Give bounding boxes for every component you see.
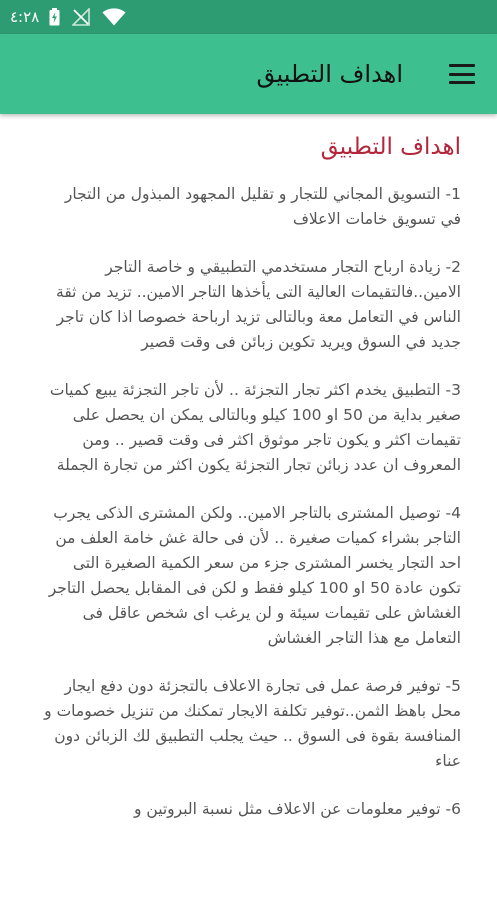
goal-item: 1- التسويق المجاني للتجار و تقليل المجهود المبذول من التجار في تسويق خامات الاعلاف	[64, 185, 461, 228]
status-bar	[0, 0, 497, 34]
goal-item: 5- توفير فرصة عمل فى تجارة الاعلاف بالتجزئة دون دفع ايجار محل باهظ الثمن..توفير تكلفة الايجار تمكنك من تنزيل خصومات و المنافسة بقوة فى السوق .. حيث يجلب التطبيق لك الزبائن دون عناء	[44, 677, 461, 770]
battery-charging-icon	[49, 8, 60, 26]
page-title: اهداف التطبيق	[320, 134, 461, 160]
app-bar	[0, 34, 497, 114]
goals-content[interactable]	[0, 114, 497, 900]
goal-item: 6- توفير معلومات عن الاعلاف مثل نسبة البروتين و	[133, 800, 461, 818]
status-time: ٤:٢٨	[10, 8, 40, 26]
wifi-icon	[102, 8, 126, 26]
goal-item: 3- التطبيق يخدم اكثر تجار التجزئة .. لأن تاجر التجزئة يبيع كميات صغير بداية من 50 او 100 كيلو وبالتالى يمكن ان يحصل على تقيمات اكثر و يكون تاجر موثوق اكثر فى وقت قصير .. ومن المعروف ان عدد زبائن تجار التجزئة يكون اكثر من تجارة الجملة	[49, 381, 461, 474]
status-icons	[49, 8, 126, 26]
no-signal-icon	[72, 8, 90, 26]
goal-item: 4- توصيل المشترى بالتاجر الامين.. ولكن المشترى الذكى يجرب التاجر بشراء كميات صغيرة .. لأن فى حالة غش خامة العلف من احد التجار يخسر المشترى جزء من سعر الكمية الصغيرة التى تكون عادة 50 او 100 كيلو فقط و لكن فى المقابل يحصل التاجر الغشاش على تقيمات سيئة و لن يرغب اى شخص عاقل فى التعامل مع هذا التاجر الغشاش	[48, 504, 461, 647]
goal-item: 2- زيادة ارباح التجار مستخدمي التطبيقي و خاصة التاجر الامين..فالتقيمات العالية التى يأخذها التاجر الامين.. تزيد من ثقة الناس في التعامل معة وبالتالى تزيد ارباحة خصوصا اذا كان تاجر جديد في السوق ويريد تكوين زبائن فى وقت قصير	[56, 258, 461, 351]
hamburger-menu-icon[interactable]	[449, 64, 475, 84]
app-bar-title: اهداف التطبيق	[256, 60, 403, 88]
